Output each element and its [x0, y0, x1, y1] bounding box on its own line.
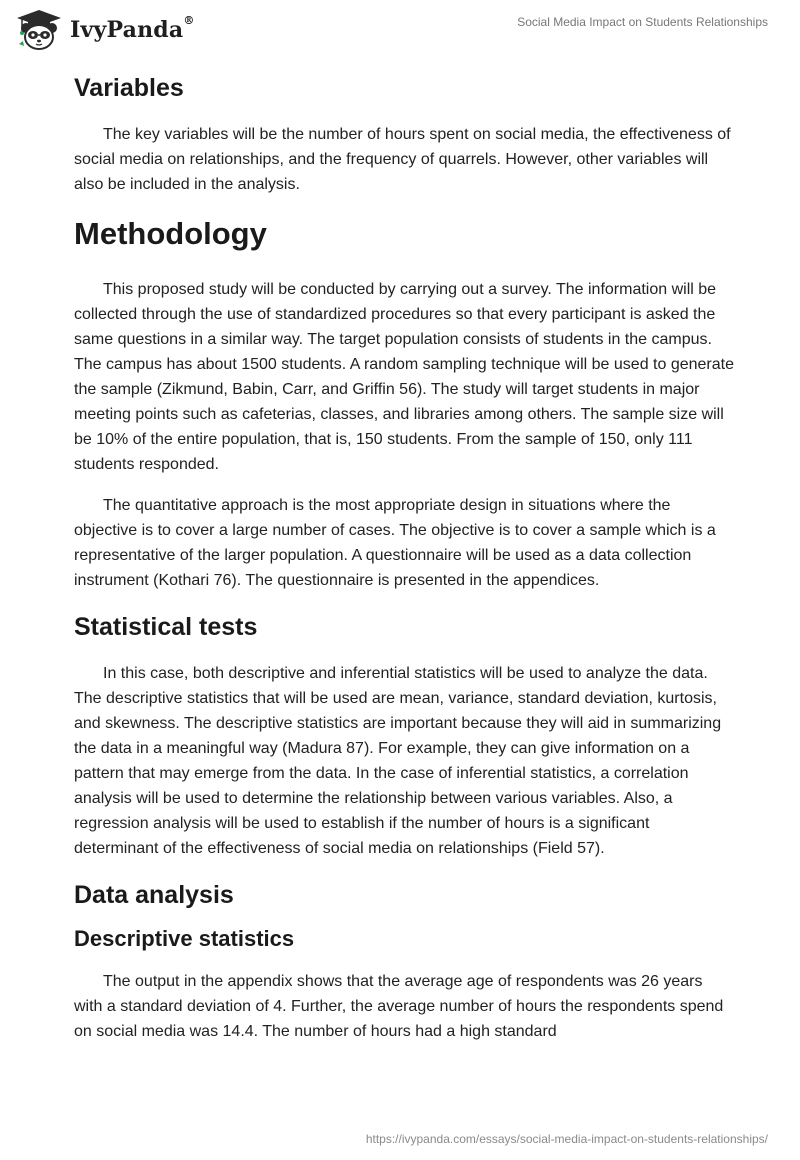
paragraph-statistical-tests: In this case, both descriptive and inferential statistics will be used to analyze the data. The descriptive statistics that will be used are mean, variance, standard deviation, kurtosis, and skewness. The descriptive statistics are important because they will aid in summarizing the data in a meaningful way (Madura 87). For example, they can give information on a pattern that may emerge from the data. In the case of inferential statistics, a correlation analysis will be used to determine the relationship between various variables. Also, a regression analysis will be used to establish if the number of hours is a significant determinant of the effectiveness of social media on relationships (Field 57).	[74, 665, 722, 857]
source-url[interactable]: https://ivypanda.com/essays/social-media-impact-on-students-relationships/	[365, 1132, 768, 1146]
paragraph-methodology-2: The quantitative approach is the most appropriate design in situations where the objective is to cover a large number of cases. The objective is to cover a sample which is a representative of the larger population. A questionnaire will be used as a data collection instrument (Kothari 76). The questionnaire is presented in the appendices.	[74, 497, 716, 589]
document-title: Social Media Impact on Students Relationships	[517, 15, 768, 29]
panda-logo-icon	[14, 8, 64, 52]
heading-statistical-tests: Statistical tests	[74, 613, 258, 641]
heading-data-analysis: Data analysis	[74, 881, 234, 909]
registered-mark: ®	[183, 14, 195, 27]
paragraph-descriptive-statistics: The output in the appendix shows that the average age of respondents was 26 years with a standard deviation of 4. Further, the average number of hours the respondents spend on social media was 14.4. The number of hours had a high standard	[74, 973, 724, 1040]
heading-descriptive-statistics: Descriptive statistics	[74, 926, 295, 951]
page-header	[0, 0, 800, 60]
paragraph-variables: The key variables will be the number of hours spent on social media, the effectiveness of social media on relationships, and the frequency of quarrels. However, other variables will also be included in the analysis.	[74, 126, 731, 193]
paragraph-methodology-1: This proposed study will be conducted by carrying out a survey. The information will be collected through the use of standardized procedures so that every participant is asked the same questions in a similar way. The target population consists of students in the campus. The campus has about 1500 students. A random sampling technique will be used to generate the sample (Zikmund, Babin, Carr, and Griffin 56). The study will target students in major meeting points such as cafeterias, classes, and libraries among others. The sample size will be 10% of the entire population, that is, 150 students. From the sample of 150, only 111 students responded.	[74, 281, 734, 473]
brand-name: IvyPanda®	[70, 14, 195, 43]
heading-variables: Variables	[74, 74, 184, 102]
essay-content	[74, 64, 734, 1044]
heading-methodology: Methodology	[74, 216, 267, 251]
logo[interactable]	[14, 8, 195, 52]
